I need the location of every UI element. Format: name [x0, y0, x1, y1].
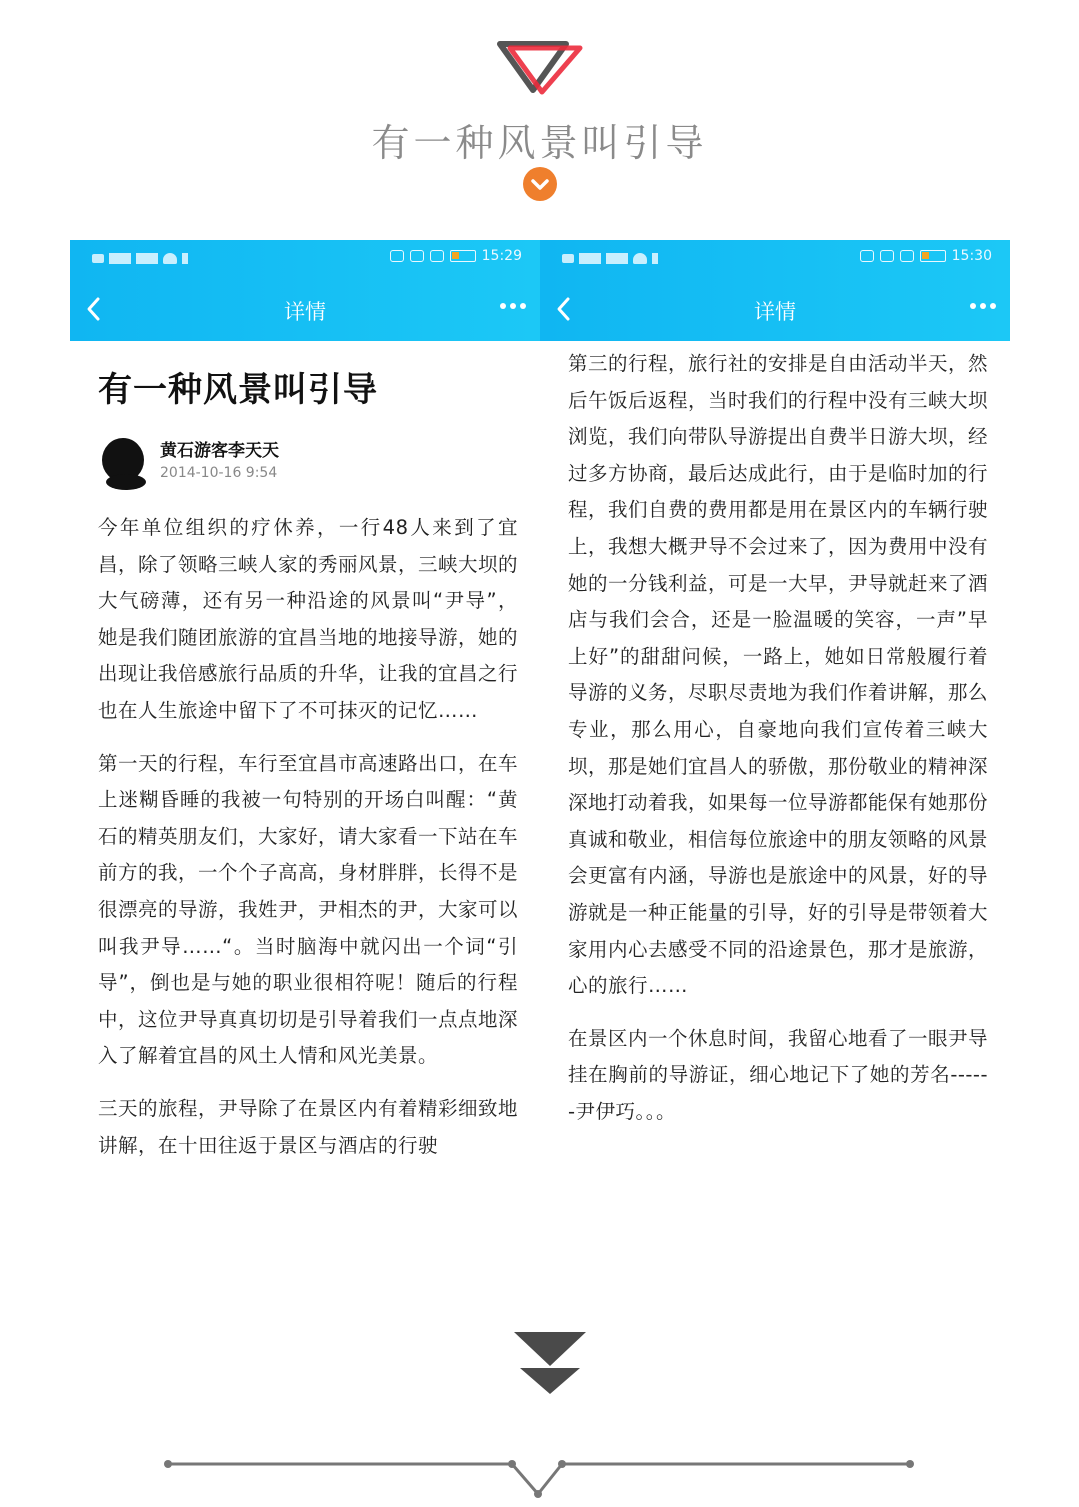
- more-icon[interactable]: [500, 303, 526, 309]
- post-date: 2014-10-16 9:54: [160, 465, 278, 481]
- nfc-icon: [880, 250, 894, 262]
- status-time: 15:30: [951, 248, 992, 264]
- status-bar-right: [860, 248, 992, 264]
- eye-icon: [390, 250, 404, 262]
- paragraph: 今年单位组织的疗休养，一行48人来到了宜昌，除了领略三峡人家的秀丽风景，三峡大坝的大气磅薄，还有另一种沿途的风景叫“尹导”，她是我们随团旅游的宜昌当地的地接导游，她的出现让我倍感旅行品质的升华，让我的宜昌之行也在人生旅途中留下了不可抹灭的记忆……: [98, 516, 519, 722]
- app-header: [70, 240, 540, 341]
- chevron-down-icon[interactable]: [523, 167, 557, 201]
- logo-triangles-icon: [496, 40, 586, 96]
- paragraph: 三天的旅程，尹导除了在景区内有着精彩细致地讲解，在十田往返于景区与酒店的行驶: [98, 1096, 519, 1157]
- more-icon[interactable]: [970, 303, 996, 309]
- right-screenshot: [540, 240, 1010, 1215]
- eye-icon: [860, 250, 874, 262]
- left-screenshot: [70, 240, 540, 1215]
- status-icons: [562, 250, 658, 266]
- article-title: 有一种风景叫引导: [98, 370, 378, 410]
- battery-icon: [920, 250, 946, 262]
- divider-line: [160, 1452, 920, 1502]
- nav-title: 详情: [754, 300, 796, 324]
- double-down-arrow-icon: [512, 1330, 588, 1396]
- paragraph: 第三的行程，旅行社的安排是自由活动半天，然后午饭后返程，当时我们的行程中没有三峡大坝浏览，我们向带队导游提出自费半日游大坝，经过多方协商，最后达成此行，由于是临时加的行程，我们自费的费用都是用在景区内的车辆行驶上，我想大概尹导不会过来了，因为费用中没有她的一分钱利益，可是一大早，尹导就赶来了酒店与我们会合，还是一脸温暖的笑容，一声”早上好”的甜甜问候，一路上，她如日常般履行着导游的义务，尽职尽责地为我们作着讲解，那么专业，那么用心，自豪地向我们宣传着三峡大坝，那是她们宜昌人的骄傲，那份敬业的精神深深地打动着我，如果每一位导游都能保有她那份真诚和敬业，相信每位旅途中的朋友领略的风景会更富有内涵，导游也是旅途中的风景，好的导游就是一种正能量的引导，好的引导是带领着大家用内心去感受不同的沿途景色，那才是旅游，心的旅行……: [568, 352, 989, 998]
- nav-title: 详情: [284, 300, 326, 324]
- article-body: [98, 510, 518, 1180]
- paragraph: 第一天的行程，车行至宜昌市高速路出口，在车上迷糊昏睡的我被一句特别的开场白叫醒：“黄石的精英朋友们，大家好，请大家看一下站在车前方的我，一个个子高高，身材胖胖，长得不是很漂亮的导游，我姓尹，尹相杰的尹，大家可以叫我尹导……“。当时脑海中就闪出一个词“引导”，倒也是与她的职业很相符呢！随后的行程中，这位尹导真真切切是引导着我们一点点地深入了解着宜昌的风土人情和风光美景。: [98, 751, 519, 1068]
- page-title: 有一种风景叫引导: [371, 121, 708, 165]
- status-icons: [92, 250, 188, 266]
- status-time: 15:29: [481, 248, 522, 264]
- status-bar-right: [390, 248, 522, 264]
- vibrate-icon: [900, 250, 914, 262]
- battery-icon: [450, 250, 476, 262]
- avatar: [98, 436, 148, 490]
- app-header: [540, 240, 1010, 341]
- article-body: [568, 346, 988, 1146]
- vibrate-icon: [430, 250, 444, 262]
- paragraph: 在景区内一个休息时间，我留心地看了一眼尹导挂在胸前的导游证，细心地记下了她的芳名------尹伊巧。。。: [568, 1026, 989, 1123]
- author-name[interactable]: 黄石游客李天天: [160, 441, 279, 461]
- nfc-icon: [410, 250, 424, 262]
